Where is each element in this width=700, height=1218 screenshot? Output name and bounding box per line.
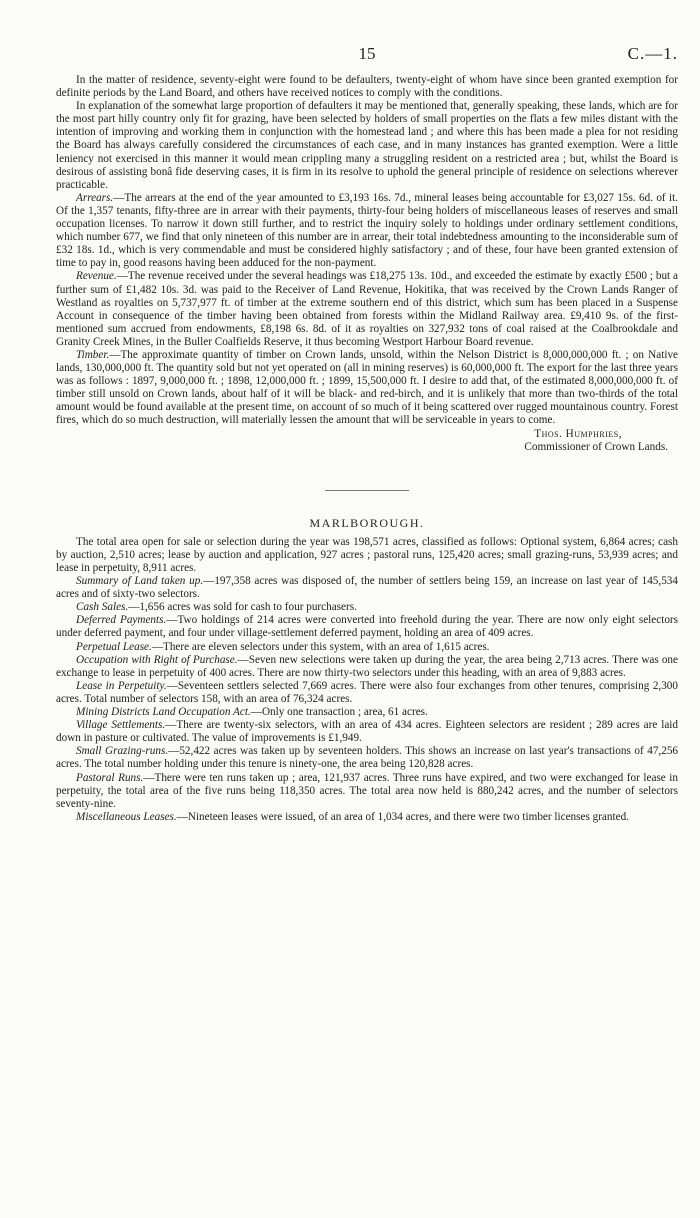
paragraph (56, 601, 678, 614)
document-body (56, 74, 678, 824)
paragraph-text: —197,358 acres was disposed of, the number of settlers being 159, an increase on last year of 145,534 acres and of sixty-two selectors. (56, 575, 678, 601)
paragraph-text: In explanation of the somewhat large proportion of defaulters it may be mentioned that, generally speaking, these lands, which are for the most part hilly country only fit for grazing, have been selected by holders of small properties on the flats a few miles distant with the intention of improving and working them in conjunction with the homestead land ; and where this has been made a plea for not residing the Board has always carefully considered the circumstances of each case, and in many instances has granted exemption. Were a little leniency not exercised in this manner it would mean crippling many a struggling resident on a restricted area ; but, whilst the Board is desirous of assisting bonâ fide deserving cases, it is firm in its resolve to uphold the general principle of residence on selections wherever practicable. (56, 100, 678, 191)
paragraph-lead: Small Grazing-runs. (76, 745, 169, 758)
paragraph (56, 614, 678, 640)
paragraph (56, 100, 678, 192)
paragraph (56, 680, 678, 706)
paragraph (56, 536, 678, 575)
paragraph-lead: Pastoral Runs. (76, 771, 144, 784)
paragraph-lead: Cash Sales. (76, 601, 129, 614)
paragraph-text: In the matter of residence, seventy-eight were found to be defaulters, twenty-eight of whom have since been granted exemption for definite periods by the Land Board, and others have received notices to comply with the conditions. (56, 74, 678, 100)
page-reference: C.—1. (627, 44, 678, 63)
paragraph-lead: Arrears. (76, 191, 114, 204)
paragraph-text: —52,422 acres was taken up by seventeen holders. This shows an increase on last year's transactions of 47,256 acres. The total number holding under this tenure is ninety-one, the area being 120,828 acres. (56, 745, 679, 771)
paragraph (56, 811, 678, 824)
paragraph-text: —The revenue received under the several headings was £18,275 13s. 10d., and exceeded the estimate by exactly £500 ; but a further sum of £1,482 10s. 3d. was paid to the Receiver of Land Revenue, Hokitika, that was received by the Crown Lands Ranger of Westland as royalties on 5,737,977 ft. of timber at the extreme southern end of this district, which sum has been placed in a Suspense Account in consequence of the timber having been obtained from forests within the Midland Railway area. £9,410 9s. of the first-mentioned sum accrued from endowments, £8,198 6s. 8d. of it as royalties on 327,932 tons of coal raised at the Coalbrookdale and Granity Creek Mines, in the Buller Coalfields Reserve, it thus becoming Westport Harbour Board revenue. (56, 270, 678, 348)
paragraph-text: —There are twenty-six selectors, with an area of 434 acres. Eighteen selectors are resident ; 289 acres are laid down in pasture or cultivated. The value of improvements is £1,949. (56, 719, 679, 745)
paragraph-text: —Seven new selections were taken up during the year, the area being 2,713 acres. There was one exchange to lease in perpetuity of 400 acres. There are now thirty-two selectors under this heading, with an area of 9,883 acres. (56, 653, 678, 679)
paragraph (56, 270, 678, 349)
paragraph-text: —The approximate quantity of timber on Crown lands, unsold, within the Nelson District is 8,000,000,000 ft. ; on Native lands, 130,000,000 ft. The quantity sold but not yet operated on (all in mining reserves) is 60,000,000 ft. The export for the last three years was as follows : 1897, 9,000,000 ft. ; 1898, 12,000,000 ft. ; 1899, 15,500,000 ft. I desire to add that, of the estimated 8,000,000,000 ft. of timber still unsold on Crown lands, about half of it will be black- and red-birch, and it is unlikely that more than two-thirds of the total amount would be found available at the present time, on account of so much of it being scattered over rugged mountainous country. Forest fires, which do so much destruction, will materially lessen the amount that will be serviceable in years to come. (56, 348, 678, 427)
section-title: MARLBOROUGH. (309, 515, 425, 530)
paragraph (56, 706, 678, 719)
paragraph-text: —Seventeen settlers selected 7,669 acres. There were also four exchanges from other tenures, comprising 2,300 acres. Total number of selectors 158, with an area of 76,324 acres. (56, 679, 678, 705)
paragraph-text: —Only one transaction ; area, 61 acres. (250, 706, 428, 719)
paragraph (56, 349, 678, 428)
paragraph-lead: Lease in Perpetuity. (76, 679, 167, 692)
paragraph-lead: Summary of Land taken up. (76, 575, 204, 588)
paragraph-text: —Nineteen leases were issued, of an area of 1,034 acres, and there were two timber licenses granted. (176, 810, 629, 823)
signature-title: Commissioner of Crown Lands. (524, 440, 668, 453)
paragraph-lead: Village Settlements. (76, 719, 166, 732)
page-header (56, 44, 678, 66)
paragraph-lead: Mining Districts Land Occupation Act. (76, 706, 251, 719)
marlborough-section (56, 517, 678, 824)
paragraph-text: —Two holdings of 214 acres were converted into freehold during the year. There are now only eight selectors under deferred payment, and four under village-settlement deferred payment, holding an area of 409 acres. (56, 614, 678, 640)
section-divider (325, 490, 409, 491)
paragraph (56, 745, 678, 771)
page-number: 15 (358, 44, 376, 63)
paragraph-lead: Perpetual Lease. (76, 640, 152, 653)
signature-name: Thos. Humphries, (534, 427, 622, 440)
paragraph (56, 719, 678, 745)
paragraph-lead: Revenue. (76, 270, 117, 283)
paragraph-text: —There were ten runs taken up ; area, 121,937 acres. Three runs have expired, and two were exchanged for lease in perpetuity, the total area of the five runs being 118,350 acres. The total area now held is 880,242 acres, and the number of selectors seventy-nine. (56, 771, 679, 810)
paragraph (56, 772, 678, 811)
paragraph-lead: Deferred Payments. (76, 614, 167, 627)
paragraph-text: —The arrears at the end of the year amounted to £3,193 16s. 7d., mineral leases being accountable for £3,027 15s. 6d. of it. Of the 1,357 tenants, fifty-three are in arrear with their payments, thirty-four being holders of miscellaneous leases of reserves and small occupation licenses. To narrow it down still further, and to restrict the inquiry solely to holdings under ordinary settlement conditions, which number 677, we find that only nineteen of this number are in arrear, their total indebtedness amounting to the inconsiderable sum of £32 18s. 1d., which is very commendable and must be considered highly satisfactory ; and of these, four have been granted extension of time to pay in, good reasons having been adduced for the non-payment. (56, 191, 678, 270)
paragraph-text: —There are eleven selectors under this system, with an area of 1,615 acres. (151, 640, 490, 653)
paragraph (56, 192, 678, 271)
paragraph-text: The total area open for sale or selection during the year was 198,571 acres, classified as follows: Optional system, 6,864 acres; cash by auction, 2,510 acres; lease by auction and application, 927 acres ; pastoral runs, 125,420 acres; small grazing-runs, 53,939 acres; and lease in perpetuity, 8,911 acres. (56, 535, 678, 574)
paragraph (56, 74, 678, 100)
paragraph-lead: Timber. (76, 348, 110, 361)
paragraph (56, 654, 678, 680)
paragraph-text: —1,656 acres was sold for cash to four purchasers. (128, 601, 357, 614)
paragraph (56, 575, 678, 601)
nelson-section (56, 74, 678, 454)
paragraph-lead: Occupation with Right of Purchase. (76, 653, 238, 666)
paragraph-lead: Miscellaneous Leases. (76, 810, 177, 823)
paragraph (56, 641, 678, 654)
